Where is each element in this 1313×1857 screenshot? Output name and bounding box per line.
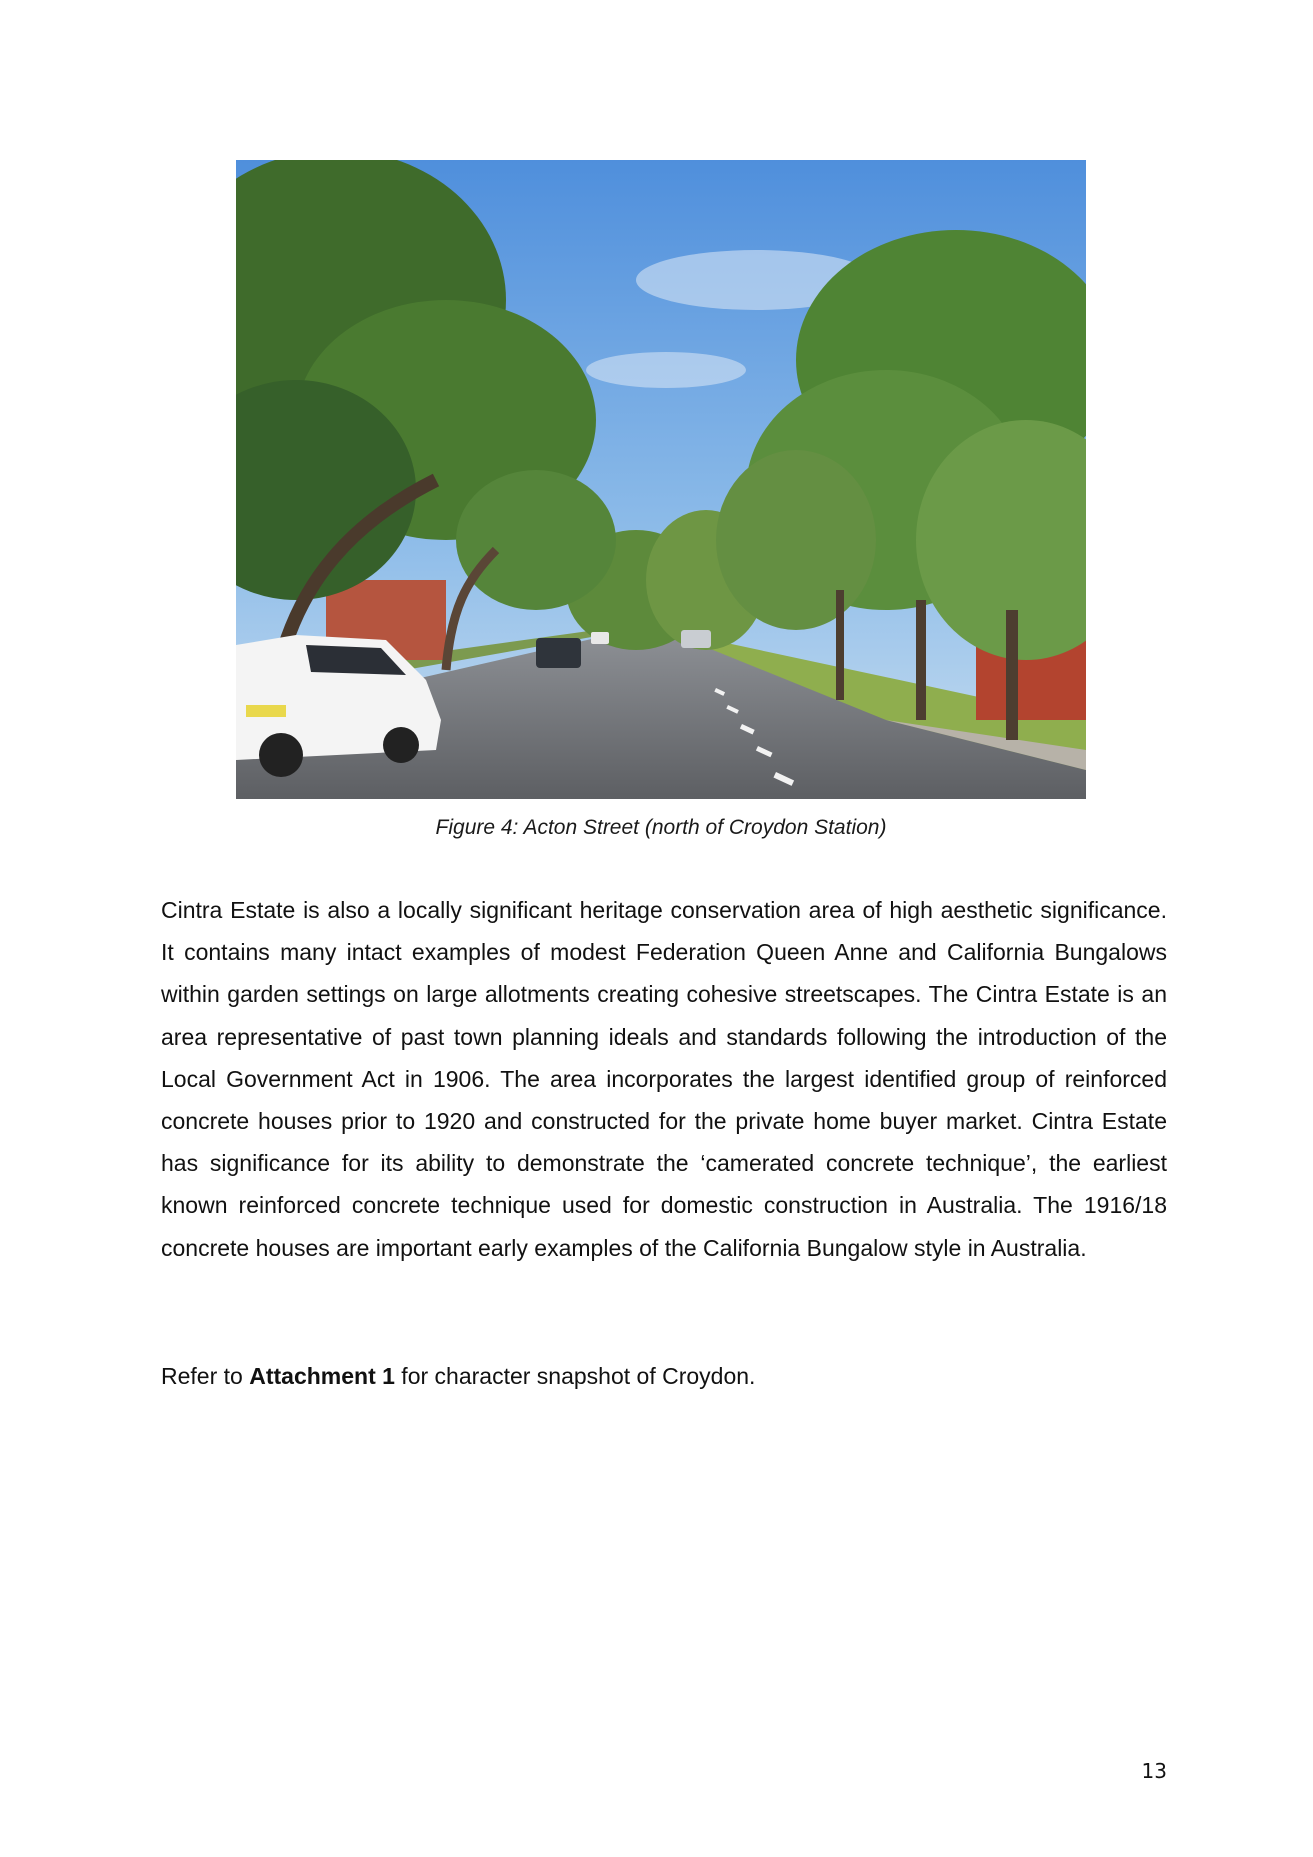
attachment-link-text: Attachment 1 bbox=[249, 1363, 395, 1389]
street-photo-illustration bbox=[236, 160, 1086, 799]
refer-suffix: for character snapshot of Croydon. bbox=[394, 1363, 756, 1389]
page-number: 13 bbox=[1141, 1759, 1167, 1783]
body-paragraph: Cintra Estate is also a locally significant heritage conservation area of high aesthetic significance. It contains many intact examples of modest Federation Queen Anne and California Bungalows within garden settings on large allotments creating cohesive streetscapes. The Cintra Estate is an area representative of past town planning ideals and standards following the introduction of the Local Government Act in 1906. The area incorporates the largest identified group of reinforced concrete houses prior to 1920 and constructed for the private home buyer market. Cintra Estate has significance for its ability to demonstrate the ‘camerated concrete technique’, the earliest known reinforced concrete technique used for domestic construction in Australia. The 1916/18 concrete houses are important early examples of the California Bungalow style in Australia. bbox=[161, 897, 1167, 1261]
street-photo bbox=[236, 160, 1086, 799]
refer-prefix: Refer to bbox=[161, 1363, 250, 1389]
attachment-reference bbox=[161, 1355, 1167, 1397]
figure-caption: Figure 4: Acton Street (north of Croydon Station) bbox=[435, 816, 887, 839]
